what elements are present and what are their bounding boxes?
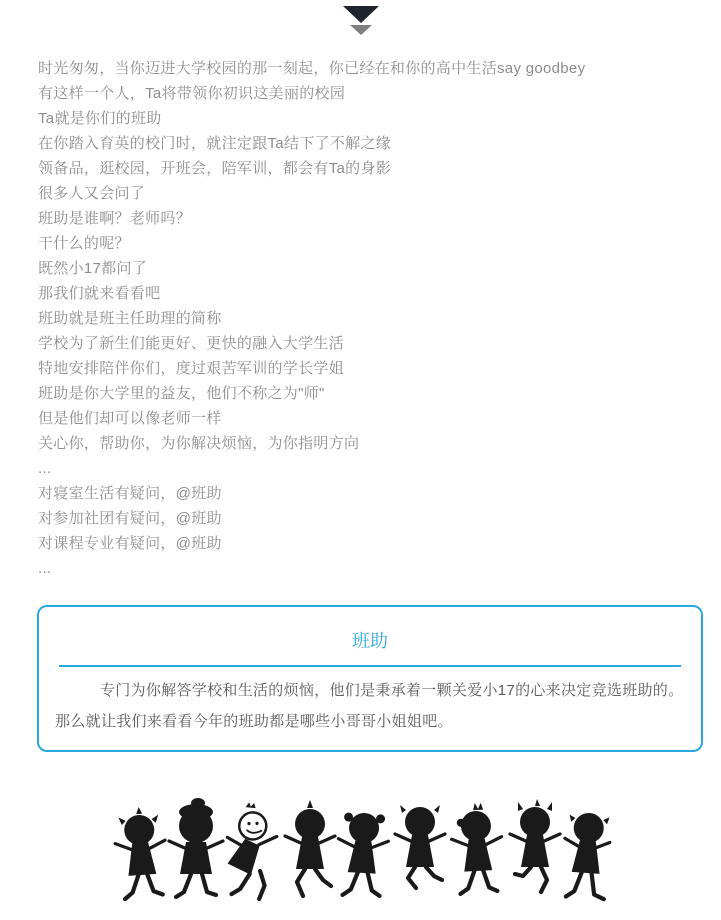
card-body: 专门为你解答学校和生活的烦恼，他们是秉承着一颗关爱小17的心来决定竞选班助的。那么就让我们来看看今年的班助都是哪些小哥哥小姐姐吧。: [55, 682, 684, 730]
section-separator: [0, 6, 721, 35]
intro-line: 特地安排陪伴你们，度过艰苦军训的学长学姐: [38, 360, 345, 377]
intro-line: 关心你，帮助你，为你解决烦恼，为你指明方向: [38, 435, 360, 452]
intro-line: 学校为了新生们能更好、更快的融入大学生活: [38, 335, 345, 352]
intro-line: 领备品，逛校园，开班会，陪军训，都会有Ta的身影: [38, 160, 392, 177]
intro-line: 对课程专业有疑问，@班助: [38, 535, 222, 552]
down-arrow-small-icon: [350, 25, 372, 35]
intro-line: 对参加社团有疑问，@班助: [38, 510, 222, 527]
card-title: 班助: [352, 631, 388, 651]
banzhu-info-card: [37, 605, 703, 752]
intro-line: 很多人又会问了: [38, 185, 146, 202]
intro-line: ...: [38, 460, 52, 477]
intro-line: 班助就是班主任助理的简称: [38, 310, 222, 327]
card-divider: [59, 665, 681, 667]
footer-illustration-wrap: [0, 798, 721, 912]
intro-line: 有这样一个人，Ta将带领你初识这美丽的校园: [38, 85, 346, 102]
intro-line: 既然小17都问了: [38, 260, 148, 277]
intro-line: 班助是谁啊？老师吗？: [38, 210, 192, 227]
down-arrow-icon: [343, 6, 379, 23]
intro-text-block: [38, 56, 693, 581]
intro-line: 在你踏入育英的校门时，就注定跟Ta结下了不解之缘: [38, 135, 392, 152]
intro-line: 班助是你大学里的益友，他们不称之为"师": [38, 385, 325, 402]
children-holding-hands-illustration: [108, 798, 613, 912]
intro-line: 干什么的呢？: [38, 235, 130, 252]
intro-line: 对寝室生活有疑问，@班助: [38, 485, 222, 502]
intro-line: Ta就是你们的班助: [38, 110, 162, 127]
intro-line: 但是他们却可以像老师一样: [38, 410, 222, 427]
intro-line: 那我们就来看看吧: [38, 285, 161, 302]
intro-line: 时光匆匆，当你迈进大学校园的那一刻起，你已经在和你的高中生活say goodbey: [38, 60, 586, 77]
intro-line: ...: [38, 560, 52, 577]
